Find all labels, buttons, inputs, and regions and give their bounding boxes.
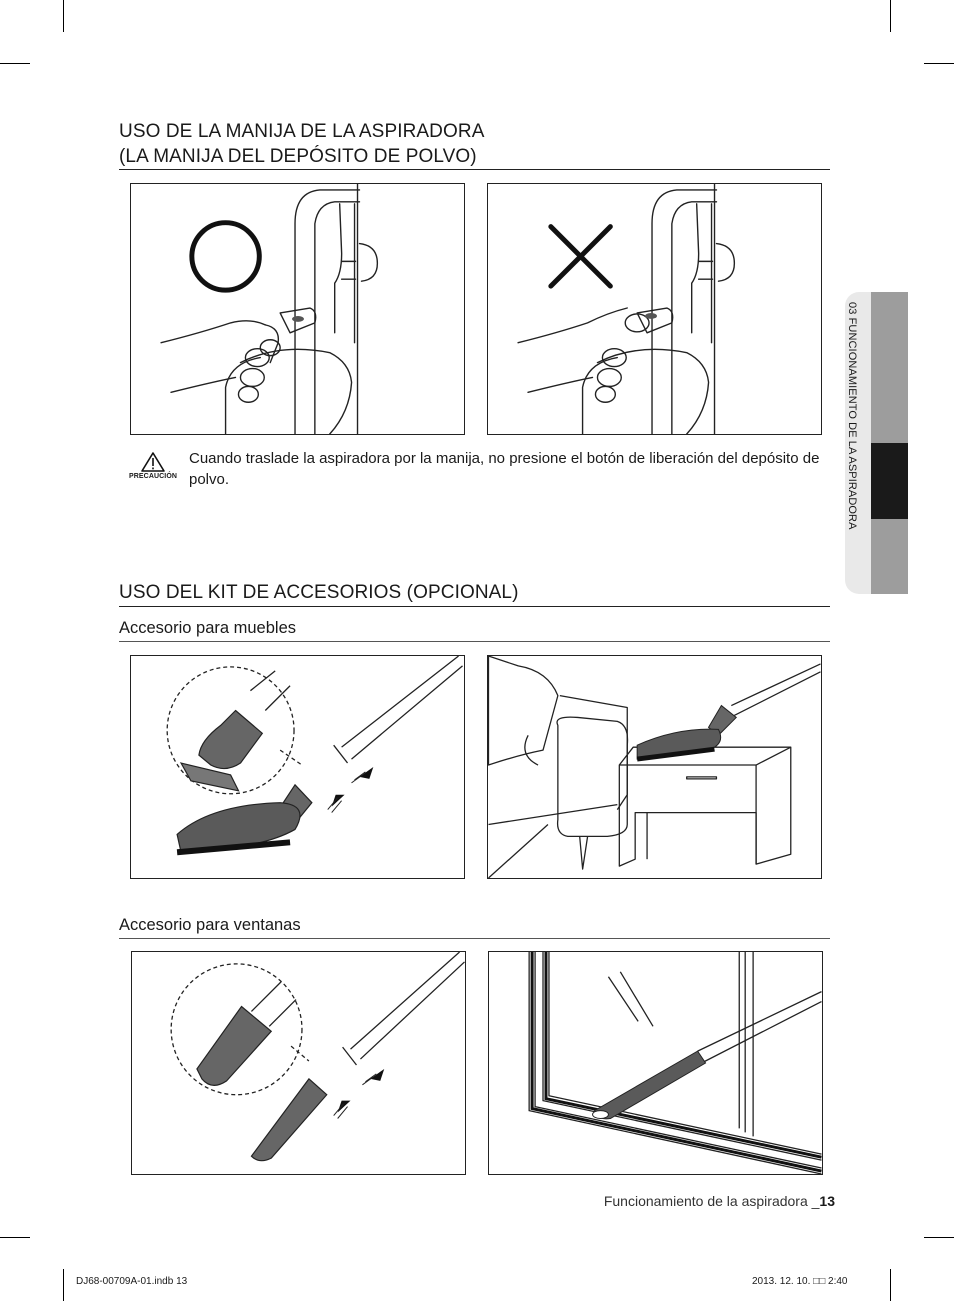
illustration-handle-correct bbox=[130, 183, 465, 435]
section-title-line1: USO DE LA MANIJA DE LA ASPIRADORA bbox=[119, 121, 485, 142]
section-title-accessory-kit: USO DEL KIT DE ACCESORIOS (OPCIONAL) bbox=[119, 582, 519, 603]
caution-text: Cuando traslade la aspiradora por la manija, no presione el botón de liberación del depósito de polvo. bbox=[189, 450, 820, 488]
correct-circle-icon bbox=[192, 223, 259, 290]
subsection-rule bbox=[119, 641, 830, 642]
crop-mark bbox=[0, 63, 30, 64]
crop-mark bbox=[63, 0, 64, 32]
furniture-in-use-drawing bbox=[488, 656, 821, 878]
print-slug-file: DJ68-00709A-01.indb 13 bbox=[76, 1276, 188, 1287]
caution-block bbox=[126, 450, 186, 490]
illustration-furniture-brush-attach bbox=[130, 655, 465, 879]
side-tab-marker bbox=[871, 443, 908, 519]
crop-mark bbox=[890, 1269, 891, 1301]
illustration-window-in-use bbox=[488, 951, 823, 1175]
section-title-line2: (LA MANIJA DEL DEPÓSITO DE POLVO) bbox=[119, 146, 477, 167]
push-arrow-icon bbox=[332, 767, 374, 807]
handle-wrong-drawing bbox=[488, 184, 821, 434]
crop-mark bbox=[0, 1237, 30, 1238]
window-in-use-drawing bbox=[489, 952, 822, 1174]
print-slug-date: 2013. 12. 10. □□ 2:40 bbox=[752, 1276, 848, 1287]
crop-mark bbox=[890, 0, 891, 32]
side-tab-label: 03 FUNCIONAMIENTO DE LA ASPIRADORA bbox=[846, 302, 858, 530]
section-rule bbox=[119, 169, 830, 170]
crop-mark bbox=[63, 1269, 64, 1301]
push-arrow-icon bbox=[338, 1069, 385, 1113]
section-title-handle bbox=[119, 119, 830, 169]
subsection-furniture: Accesorio para muebles bbox=[119, 619, 297, 637]
wrong-cross-icon bbox=[551, 227, 611, 287]
warning-triangle-icon bbox=[126, 450, 180, 474]
illustration-window-nozzle-attach bbox=[131, 951, 466, 1175]
footer-label: Funcionamiento de la aspiradora _ bbox=[603, 1193, 820, 1209]
subsection-windows: Accesorio para ventanas bbox=[119, 916, 301, 934]
caution-label: PRECAUCIÓN bbox=[128, 473, 178, 480]
illustration-handle-wrong bbox=[487, 183, 822, 435]
window-nozzle-attach-drawing bbox=[132, 952, 465, 1174]
crop-mark bbox=[924, 63, 954, 64]
crop-mark bbox=[924, 1237, 954, 1238]
page-footer bbox=[604, 1193, 835, 1209]
page-number: 13 bbox=[819, 1193, 835, 1209]
subsection-rule bbox=[119, 938, 830, 939]
furniture-brush-attach-drawing bbox=[131, 656, 464, 878]
section-rule bbox=[119, 606, 830, 607]
handle-correct-drawing bbox=[131, 184, 464, 434]
illustration-furniture-in-use bbox=[487, 655, 822, 879]
